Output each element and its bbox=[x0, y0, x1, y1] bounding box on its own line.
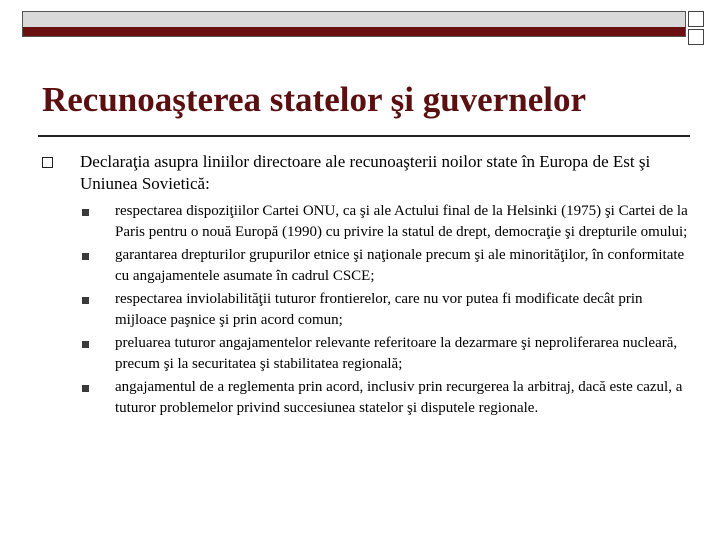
filled-square-bullet-icon bbox=[82, 253, 89, 260]
hollow-square-bullet-icon bbox=[42, 157, 53, 168]
title-divider bbox=[38, 135, 690, 137]
sub-bullet-item bbox=[80, 333, 690, 375]
main-bullet-text: Declaraţia asupra liniilor directoare ale recunoaşterii noilor state în Europa de Est şi Uniunea Sovietică: bbox=[80, 152, 651, 193]
top-decorative-band bbox=[22, 11, 686, 37]
sub-bullet-text: respectarea inviolabilităţii tuturor frontierelor, care nu vor putea fi modificate decât prin mijloace paşnice şi prin acord comun; bbox=[115, 291, 643, 328]
slide-title: Recunoaşterea statelor şi guvernelor bbox=[42, 80, 587, 119]
sub-bullet-text: preluarea tuturor angajamentelor relevante referitoare la dezarmare şi neproliferarea nucleară, precum şi la securitatea şi stabilitatea regională; bbox=[115, 335, 678, 372]
corner-square-bottom bbox=[688, 29, 704, 45]
sub-bullet-item bbox=[80, 289, 690, 331]
top-band-strip bbox=[23, 27, 685, 36]
sub-bullet-item bbox=[80, 245, 690, 287]
sub-bullet-text: garantarea drepturilor grupurilor etnice şi naţionale precum şi ale minorităţilor, în conformitate cu angajamentele asumate în cadrul CSCE; bbox=[115, 247, 685, 284]
sub-bullet-text: respectarea dispoziţiilor Cartei ONU, ca şi ale Actului final de la Helsinki (1975) şi Cartei de la Paris pentru o nouă Europă (1990) cu privire la statul de drept, democraţie şi drepturile omului; bbox=[115, 203, 688, 240]
sub-bullet-list bbox=[80, 201, 690, 421]
corner-square-top bbox=[688, 11, 704, 27]
sub-bullet-text: angajamentul de a reglementa prin acord, inclusiv prin recurgerea la arbitraj, dacă este cazul, a tuturor problemelor privind succesiunea statelor şi disputele regionale. bbox=[115, 379, 683, 416]
main-bullet bbox=[42, 151, 692, 195]
sub-bullet-item bbox=[80, 201, 690, 243]
filled-square-bullet-icon bbox=[82, 297, 89, 304]
filled-square-bullet-icon bbox=[82, 341, 89, 348]
filled-square-bullet-icon bbox=[82, 385, 89, 392]
filled-square-bullet-icon bbox=[82, 209, 89, 216]
sub-bullet-item bbox=[80, 377, 690, 419]
